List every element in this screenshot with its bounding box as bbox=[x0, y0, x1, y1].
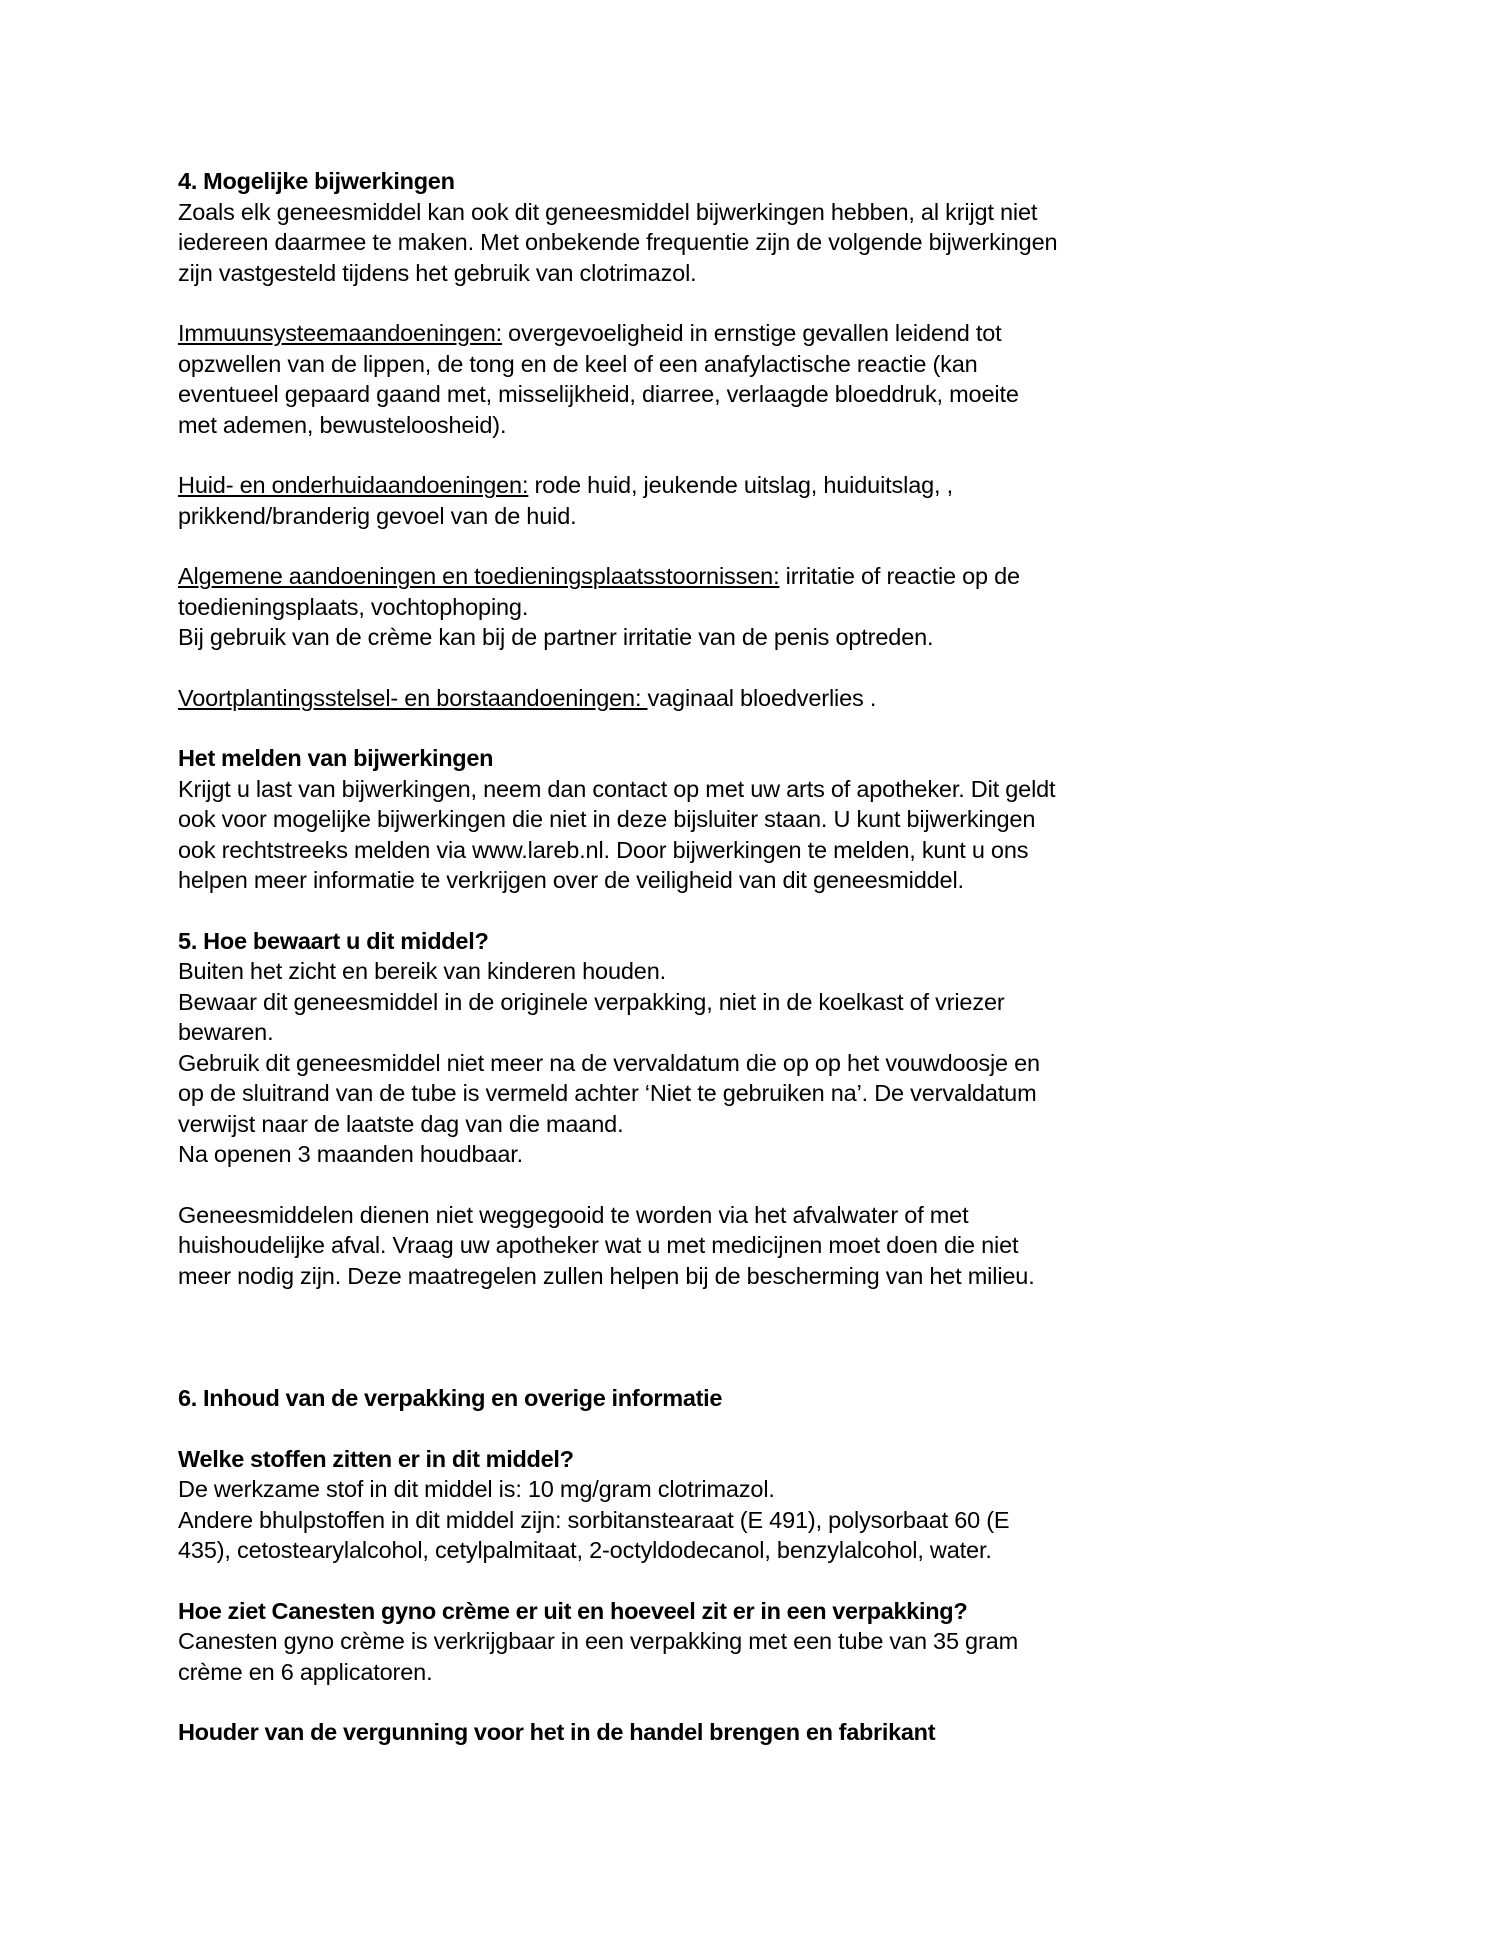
group-text-skin: rode huid, jeukende uitslag, huiduitslag, , prikkend/branderig gevoel van de huid. bbox=[178, 472, 953, 529]
group-label-immune: Immuunsysteemaandoeningen: bbox=[178, 320, 502, 346]
spacer bbox=[178, 440, 1058, 470]
section-4-heading: 4. Mogelijke bijwerkingen bbox=[178, 168, 455, 194]
reporting-heading: Het melden van bijwerkingen bbox=[178, 745, 494, 771]
section-5-heading: 5. Hoe bewaart u dit middel? bbox=[178, 927, 489, 954]
storage-line-3: Gebruik dit geneesmiddel niet meer na de vervaldatum die op op het vouwdoosje en op de sluitrand van de tube is vermeld achter ‘Niet te gebruiken na’. De vervaldatum verwijst naar de laatste dag van die maand. bbox=[178, 1049, 1040, 1137]
side-effect-partner-note: Bij gebruik van de crème kan bij de partner irritatie van de penis optreden. bbox=[178, 624, 934, 650]
reporting-text: Krijgt u last van bijwerkingen, neem dan contact op met uw arts of apotheker. Dit geldt ook voor mogelijke bijwerkingen die niet in deze bijsluiter staan. U kunt bijwerkingen ook rechtstreeks melden via www.lareb.nl. Door bijwerkingen te melden, kunt u ons helpen meer informatie te verkrijgen over de veiligheid van dit geneesmiddel. bbox=[178, 775, 1056, 893]
substances-excipients: Andere bhulpstoffen in dit middel zijn: sorbitanstearaat (E 491), polysorbaat 60 (E 435), cetostearylalcohol, cetylpalmitaat, 2-octyldodecanol, benzylalcohol, water. bbox=[178, 1506, 1010, 1563]
side-effect-group-reproductive bbox=[178, 683, 1058, 714]
spacer bbox=[178, 1566, 1058, 1596]
substances-heading: Welke stoffen zitten er in dit middel? bbox=[178, 1445, 574, 1472]
side-effect-group-general bbox=[178, 561, 1058, 622]
group-label-general: Algemene aandoeningen en toedieningsplaatsstoornissen: bbox=[178, 563, 780, 589]
storage-line-1: Buiten het zicht en bereik van kinderen houden. bbox=[178, 958, 666, 984]
spacer bbox=[178, 1170, 1058, 1200]
storage-line-4: Na openen 3 maanden houdbaar. bbox=[178, 1141, 524, 1167]
substances-active: De werkzame stof in dit middel is: 10 mg/gram clotrimazol. bbox=[178, 1476, 775, 1502]
group-label-skin: Huid- en onderhuidaandoeningen: bbox=[178, 472, 529, 498]
section-6-heading: 6. Inhoud van de verpakking en overige informatie bbox=[178, 1385, 723, 1411]
marketing-authorisation-heading: Houder van de vergunning voor het in de handel brengen en fabrikant bbox=[178, 1719, 936, 1745]
storage-disposal-text: Geneesmiddelen dienen niet weggegooid te worden via het afvalwater of met huishoudelijke afval. Vraag uw apotheker wat u met medicijnen moet doen die niet meer nodig zijn. Deze maatregelen zullen helpen bij de bescherming van het milieu. bbox=[178, 1201, 1035, 1289]
group-text-general: irritatie of reactie op de toedieningsplaats, vochtophoping. bbox=[178, 563, 1020, 620]
appearance-text: Canesten gyno crème is verkrijgbaar in een verpakking met een tube van 35 gram crème en 6 applicatoren. bbox=[178, 1628, 1018, 1685]
spacer bbox=[178, 1687, 1058, 1717]
spacer bbox=[178, 713, 1058, 743]
section-4-intro: Zoals elk geneesmiddel kan ook dit geneesmiddel bijwerkingen hebben, al krijgt niet iedereen daarmee te maken. Met onbekende frequentie zijn de volgende bijwerkingen zijn vastgesteld tijdens het gebruik van clotrimazol. bbox=[178, 198, 1058, 286]
appearance-heading: Hoe ziet Canesten gyno crème er uit en hoeveel zit er in een verpakking? bbox=[178, 1597, 968, 1624]
spacer bbox=[178, 653, 1058, 683]
group-label-reproductive: Voortplantingsstelsel- en borstaandoeningen: bbox=[178, 684, 648, 711]
spacer bbox=[178, 531, 1058, 561]
spacer bbox=[178, 288, 1058, 318]
spacer bbox=[178, 896, 1058, 926]
group-text-immune: overgevoeligheid in ernstige gevallen leidend tot opzwellen van de lippen, de tong en de keel of een anafylactische reactie (kan eventueel gepaard gaand met, misselijkheid, diarree, verlaagde bloeddruk, moeite met ademen, bewusteloosheid). bbox=[178, 320, 1019, 438]
group-text-reproductive: vaginaal bloedverlies . bbox=[647, 684, 877, 711]
side-effect-group-skin bbox=[178, 470, 1058, 531]
spacer bbox=[178, 1414, 1058, 1444]
storage-line-2: Bewaar dit geneesmiddel in de originele verpakking, niet in de koelkast of vriezer bewaren. bbox=[178, 988, 1005, 1045]
spacer bbox=[178, 1291, 1058, 1383]
side-effect-group-immune bbox=[178, 318, 1058, 440]
document-body bbox=[178, 166, 1058, 1748]
